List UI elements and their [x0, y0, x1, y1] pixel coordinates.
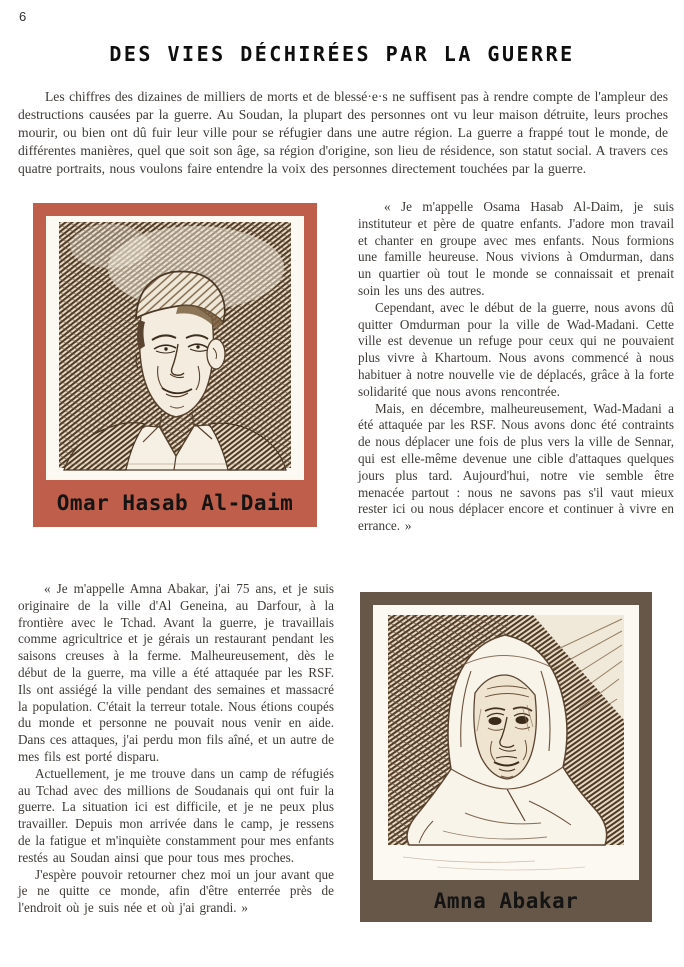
testimonial-paragraph: Actuellement, je me trouve dans un camp de réfugiés au Tchad avec des millions de Soudanais qui ont fuir la guerre. La situation ici est difficile, et je ne peux plus travailler. Depuis mon arrivée dans le camp, je ressens de la fatigue et m'inquiète constamment pour mes enfants restés au Soudan ainsi que pour tous mes proches.: [18, 765, 334, 865]
portrait-card-amna: [360, 592, 652, 922]
testimonial-paragraph: « Je m'appelle Amna Abakar, j'ai 75 ans, et je suis originaire de la ville d'Al Geneina, au Darfour, à la frontière avec le Tchad. Avant la guerre, je travaillais comme agricultrice et je gérais un restaurant pendant les saisons creuses à la ferme. Malheureusement, dès le début de la guerre, ma ville a été attaquée par les RSF. Ils ont assiégé la ville pendant des semaines et massacré la population. C'était la terreur totale. Nous étions coupés du monde et personne ne pouvait nous venir en aide. Dans ces attaques, j'ai perdu mon fils aîné, et un autre de mes fils est porté disparu.: [18, 581, 334, 764]
page-title: DES VIES DÉCHIRÉES PAR LA GUERRE: [109, 42, 575, 67]
intro-paragraph: Les chiffres des dizaines de milliers de morts et de blessé·e·s ne suffisent pas à rendre compte de l'ampleur des destructions causées par la guerre. Au Soudan, la plupart des personnes ont vu leur maison détruite, leurs proches mourir, ou bien ont dû fuir leur ville pour se réfugier dans une autre région. La guerre a frappé tout le monde, de différentes manières, quel que soit son âge, sa région d'origine, son lieu de résidence, son statut social. A travers ces quatre portraits, nous voulons faire entendre la voix des personnes directement touchées par la guerre.: [18, 88, 668, 176]
portrait-caption-omar: Omar Hasab Al-Daim: [56, 491, 294, 515]
portrait-card-omar: [33, 203, 317, 527]
portrait-sketch-omar: [46, 216, 304, 480]
testimonial-paragraph: « Je m'appelle Osama Hasab Al-Daim, je suis instituteur et père de quatre enfants. J'adore mon travail et chanter en groupe avec mes enfants. Nous formions une famille heureuse. Nous vivions à Omdurman, dans un quartier où tout le monde se connaissait et prenait soin les uns des autres.: [358, 199, 674, 298]
testimonial-amna: [18, 581, 334, 917]
portrait-caption-amna: Amna Abakar: [433, 888, 579, 913]
portrait-sketch-amna: [373, 605, 639, 880]
testimonial-osama: [358, 199, 674, 535]
testimonial-paragraph: Mais, en décembre, malheureusement, Wad-Madani a été attaquée par les RSF. Nous avons donc été contraints de nous déplacer une fois de plus vers la ville de Sennar, qui est elle-même devenue une cible d'attaques quelques jours plus tard. Aujourd'hui, notre vie semble être menacée partout : nous ne savons pas s'il vaut mieux rester ici ou nous déplacer encore et continuer à vivre en errance. »: [358, 400, 674, 534]
testimonial-paragraph: Cependant, avec le début de la guerre, nous avons dû quitter Omdurman pour la ville de Wad-Madani. Cette ville est devenue un refuge pour ceux qui ne pouvaient plus vivre à Khartoum. Nous avons commencé à nous habituer à notre nouvelle vie de déplacés, grâce à la forte solidarité que nous avons rencontrée.: [358, 299, 674, 399]
page-number: 6: [19, 9, 27, 24]
testimonial-paragraph: J'espère pouvoir retourner chez moi un jour avant que je ne quitte ce monde, afin d'être enterrée près de l'endroit où je suis née et où j'ai grandi. »: [18, 866, 334, 916]
